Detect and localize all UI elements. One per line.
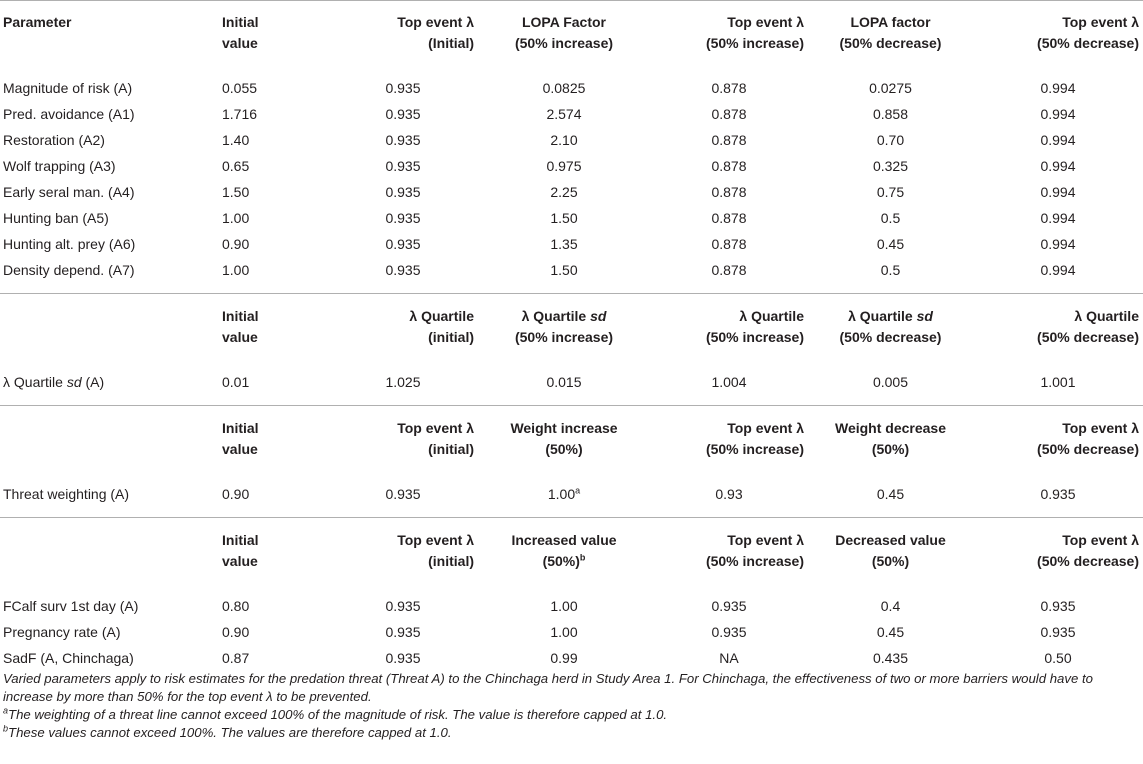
header-line-2: value [222, 553, 258, 569]
header-line-2: (50% decrease) [1037, 329, 1139, 345]
table-cell [218, 619, 328, 645]
table-cell [808, 205, 973, 231]
table-cell [650, 619, 808, 645]
cell-value: 0.994 [1040, 236, 1076, 252]
table-cell [328, 257, 478, 294]
table-cell [808, 619, 973, 645]
row-label-text: Threat weighting (A) [3, 486, 130, 502]
table-cell [973, 231, 1143, 257]
cell-value: 0.975 [546, 158, 582, 174]
table-row [0, 101, 1143, 127]
cell-value: 0.65 [222, 158, 250, 174]
header-line-1: λ Quartile sd [521, 308, 607, 324]
header-line-2: (50%) [545, 441, 583, 457]
table-cell [650, 359, 808, 406]
table-cell [478, 257, 650, 294]
column-header [328, 518, 478, 584]
cell-value: 1.35 [550, 236, 578, 252]
row-label-text: Restoration (A2) [3, 132, 105, 148]
cell-value: 0.935 [385, 184, 421, 200]
table-cell [650, 101, 808, 127]
header-line-2: (50%) [871, 441, 910, 457]
table-cell [650, 65, 808, 101]
header-line-1: Top event λ [1062, 420, 1139, 436]
header-line-2: (50% increase) [514, 35, 614, 51]
table-cell [973, 205, 1143, 231]
header-line-1: Weight increase [510, 420, 618, 436]
table-cell [650, 257, 808, 294]
header-line-2: (initial) [428, 553, 474, 569]
table-cell [973, 65, 1143, 101]
cell-value: 1.004 [711, 374, 747, 390]
cell-value: 1.50 [550, 262, 578, 278]
cell-value: 0.935 [385, 210, 421, 226]
cell-value: 2.10 [550, 132, 578, 148]
table-cell [218, 583, 328, 619]
table-cell [478, 65, 650, 101]
header-line-1: Initial [222, 14, 259, 30]
header-row [0, 518, 1143, 584]
table-cell [650, 471, 808, 518]
header-superscript: b [579, 552, 586, 563]
header-line-2: (50%) [542, 553, 580, 569]
cell-value: 1.716 [222, 106, 258, 122]
cell-value: 0.935 [385, 486, 421, 502]
table-cell [328, 231, 478, 257]
cell-value: 0.994 [1040, 80, 1076, 96]
table-cell [650, 205, 808, 231]
header-line-1: Top event λ [1062, 14, 1139, 30]
table-cell [218, 179, 328, 205]
header-line-1: Initial [222, 420, 259, 436]
column-header [478, 1, 650, 66]
header-line-1: Top event λ [397, 532, 474, 548]
cell-value: 0.935 [385, 236, 421, 252]
cell-value: 1.00 [550, 624, 578, 640]
row-label [0, 257, 218, 294]
table-cell [973, 179, 1143, 205]
column-header [218, 518, 328, 584]
column-header [0, 518, 218, 584]
cell-value: 1.50 [222, 184, 250, 200]
table-cell [218, 153, 328, 179]
row-label-text: Wolf trapping (A3) [3, 158, 116, 174]
row-label [0, 127, 218, 153]
cell-value: 0.50 [1044, 650, 1072, 666]
footnote-b-text: These values cannot exceed 100%. The values are therefore capped at 1.0. [8, 725, 452, 740]
table-cell [328, 619, 478, 645]
row-label [0, 583, 218, 619]
column-header [973, 406, 1143, 472]
cell-value: 0.878 [711, 106, 747, 122]
row-label [0, 205, 218, 231]
header-line-1: Top event λ [397, 420, 474, 436]
header-line-2: (50% increase) [705, 441, 804, 457]
cell-value: 1.00 [222, 210, 250, 226]
column-header [0, 406, 218, 472]
table-cell [478, 153, 650, 179]
table-row [0, 205, 1143, 231]
table-cell [478, 471, 650, 518]
table-cell [650, 153, 808, 179]
cell-value: 0.75 [876, 184, 905, 200]
column-header [973, 294, 1143, 360]
header-line-2: (50% decrease) [839, 329, 942, 345]
column-header [973, 518, 1143, 584]
table-row [0, 153, 1143, 179]
row-label [0, 65, 218, 101]
footnote-a-text: The weighting of a threat line cannot exceed 100% of the magnitude of risk. The value is therefore capped at 1.0. [8, 707, 668, 722]
cell-value: 0.005 [872, 374, 909, 390]
cell-value: 0.90 [222, 236, 250, 252]
header-line-1: λ Quartile sd [848, 308, 933, 324]
cell-value: 0.935 [385, 132, 421, 148]
table-cell [478, 205, 650, 231]
cell-superscript: a [575, 485, 581, 496]
cell-value: 0.01 [222, 374, 250, 390]
header-line-1: LOPA factor [850, 14, 931, 30]
table-row [0, 231, 1143, 257]
column-header [808, 518, 973, 584]
cell-value: 0.055 [222, 80, 258, 96]
table-cell [973, 619, 1143, 645]
table-row [0, 471, 1143, 518]
header-line-2: (50%) [871, 553, 910, 569]
cell-value: 0.93 [715, 486, 743, 502]
column-header [808, 294, 973, 360]
row-label-text: SadF (A, Chinchaga) [3, 650, 134, 666]
header-line-2: (50% increase) [514, 329, 614, 345]
cell-value: 0.994 [1040, 262, 1076, 278]
header-line-1: Parameter [3, 14, 72, 30]
table-cell [808, 127, 973, 153]
header-line-1: LOPA Factor [521, 14, 606, 30]
cell-value: 0.878 [711, 184, 747, 200]
cell-value: 0.935 [385, 262, 421, 278]
header-line-1: λ Quartile [1074, 308, 1139, 324]
cell-value: 1.00 [222, 262, 250, 278]
table-row [0, 619, 1143, 645]
header-line-1: λ Quartile [409, 308, 474, 324]
table-cell [328, 101, 478, 127]
table-cell [808, 471, 973, 518]
footnote-a-marker: a [3, 705, 9, 716]
table-cell [218, 205, 328, 231]
cell-value: 0.935 [385, 598, 421, 614]
row-label-text: Hunting ban (A5) [3, 210, 109, 226]
cell-value: 0.4 [880, 598, 901, 614]
header-row [0, 406, 1143, 472]
header-line-2: value [222, 441, 258, 457]
cell-value: 0.935 [385, 624, 421, 640]
table-cell [218, 65, 328, 101]
row-label [0, 153, 218, 179]
cell-value: 0.878 [711, 158, 747, 174]
column-header [478, 518, 650, 584]
column-header [650, 1, 808, 66]
cell-value: 0.435 [872, 650, 909, 666]
table-cell [328, 179, 478, 205]
row-label-text: λ Quartile sd (A) [3, 374, 105, 390]
row-label-text: Pred. avoidance (A1) [3, 106, 135, 122]
table-cell [328, 153, 478, 179]
header-line-1: Top event λ [727, 532, 804, 548]
header-line-2: (50% decrease) [1037, 441, 1139, 457]
header-line-2: (50% increase) [705, 553, 804, 569]
cell-value: 0.0825 [542, 80, 586, 96]
cell-value: 0.935 [385, 650, 421, 666]
column-header [650, 518, 808, 584]
row-label [0, 471, 218, 518]
header-line-1: λ Quartile [739, 308, 804, 324]
table-cell [478, 583, 650, 619]
header-line-1: Top event λ [727, 420, 804, 436]
table-cell [973, 359, 1143, 406]
table-cell [973, 257, 1143, 294]
row-label-text: Hunting alt. prey (A6) [3, 236, 136, 252]
table-cell [808, 153, 973, 179]
row-label-text: FCalf surv 1st day (A) [3, 598, 139, 614]
cell-value: 0.99 [550, 650, 578, 666]
table-cell [808, 359, 973, 406]
header-row [0, 1, 1143, 66]
cell-value: 0.90 [222, 624, 250, 640]
cell-value: 0.878 [711, 236, 747, 252]
header-line-2: value [222, 329, 258, 345]
cell-value: 0.878 [711, 262, 747, 278]
table-cell [650, 583, 808, 619]
footnote-b [3, 724, 1138, 742]
cell-value: 2.574 [546, 106, 582, 122]
header-line-1: Top event λ [727, 14, 804, 30]
row-label-text: Magnitude of risk (A) [3, 80, 133, 96]
cell-value: 0.45 [876, 486, 905, 502]
cell-value: 0.935 [385, 80, 421, 96]
column-header [808, 406, 973, 472]
table-cell [478, 101, 650, 127]
footnote-main: Varied parameters apply to risk estimates for the predation threat (Threat A) to the Chinchaga herd in Study Area 1. For Chinchaga, the effectiveness of two or more barriers would have to increase by more than 50% for the top event λ to be prevented. [3, 671, 1093, 704]
table-cell [478, 231, 650, 257]
row-label [0, 359, 218, 406]
table-cell [808, 65, 973, 101]
row-label [0, 101, 218, 127]
table-cell [328, 583, 478, 619]
cell-value: 0.994 [1040, 184, 1076, 200]
row-label [0, 231, 218, 257]
table-cell [973, 127, 1143, 153]
table-row [0, 257, 1143, 294]
cell-value: 0.87 [222, 650, 250, 666]
cell-value: 1.50 [550, 210, 578, 226]
column-header [808, 1, 973, 66]
table-row [0, 583, 1143, 619]
cell-value: 0.994 [1040, 106, 1076, 122]
cell-value: 0.80 [222, 598, 250, 614]
cell-value: 0.0275 [869, 80, 912, 96]
table-row [0, 179, 1143, 205]
cell-value: 1.40 [222, 132, 250, 148]
table-cell [973, 101, 1143, 127]
table-cell [808, 101, 973, 127]
column-header [328, 294, 478, 360]
header-line-2: (50% increase) [705, 35, 804, 51]
column-header [218, 1, 328, 66]
table-cell [808, 583, 973, 619]
table-cell [973, 471, 1143, 518]
header-line-2: (50% decrease) [1037, 553, 1139, 569]
cell-value: 0.878 [711, 132, 747, 148]
cell-value: 0.994 [1040, 158, 1076, 174]
header-line-1: Top event λ [1062, 532, 1139, 548]
table-cell [808, 231, 973, 257]
table-row [0, 65, 1143, 101]
header-line-1: Initial [222, 308, 259, 324]
cell-value: 0.858 [872, 106, 909, 122]
column-header [478, 406, 650, 472]
column-header [973, 1, 1143, 66]
cell-value: 0.935 [1040, 598, 1076, 614]
header-line-2: (50% decrease) [839, 35, 942, 51]
table-cell [973, 153, 1143, 179]
footnote-b-marker: b [3, 723, 9, 734]
cell-value: 0.935 [385, 158, 421, 174]
cell-value: 1.00 [550, 598, 578, 614]
table-cell [328, 205, 478, 231]
cell-value: 0.935 [1040, 486, 1076, 502]
table-footnotes [3, 670, 1138, 742]
column-header [0, 294, 218, 360]
cell-value: 0.994 [1040, 210, 1076, 226]
table-cell [478, 179, 650, 205]
header-line-2: (initial) [428, 329, 474, 345]
column-header [218, 406, 328, 472]
table-cell [650, 179, 808, 205]
row-label [0, 619, 218, 645]
table-cell [218, 359, 328, 406]
table-cell [478, 619, 650, 645]
header-row [0, 294, 1143, 360]
column-header [328, 406, 478, 472]
cell-value: 0.45 [876, 624, 905, 640]
row-label-text: Early seral man. (A4) [3, 184, 135, 200]
column-header [478, 294, 650, 360]
table-cell [328, 65, 478, 101]
table-cell [650, 231, 808, 257]
cell-value: 0.935 [711, 624, 747, 640]
cell-value: 0.5 [880, 262, 901, 278]
cell-value: 1.00 [547, 486, 576, 502]
table-row [0, 359, 1143, 406]
table-cell [218, 231, 328, 257]
column-header [0, 1, 218, 66]
cell-value: 0.935 [385, 106, 421, 122]
header-line-2: (50% increase) [705, 329, 804, 345]
table-cell [218, 101, 328, 127]
table-cell [218, 127, 328, 153]
cell-value: 0.90 [222, 486, 250, 502]
row-label-text: Pregnancy rate (A) [3, 624, 121, 640]
header-line-1: Weight decrease [834, 420, 946, 436]
table-cell [478, 359, 650, 406]
cell-value: 2.25 [550, 184, 578, 200]
column-header [328, 1, 478, 66]
cell-value: NA [719, 650, 739, 666]
header-line-2: value [222, 35, 258, 51]
row-label-text: Density depend. (A7) [3, 262, 135, 278]
column-header [218, 294, 328, 360]
table-cell [650, 127, 808, 153]
column-header [650, 406, 808, 472]
row-label [0, 179, 218, 205]
column-header [650, 294, 808, 360]
cell-value: 0.5 [880, 210, 901, 226]
cell-value: 0.70 [876, 132, 905, 148]
table-cell [218, 257, 328, 294]
table-cell [973, 583, 1143, 619]
header-line-1: Initial [222, 532, 259, 548]
cell-value: 0.935 [1040, 624, 1076, 640]
header-line-1: Increased value [511, 532, 617, 548]
cell-value: 0.878 [711, 210, 747, 226]
table-row [0, 127, 1143, 153]
table-cell [328, 127, 478, 153]
cell-value: 1.001 [1040, 374, 1076, 390]
cell-value: 0.935 [711, 598, 747, 614]
cell-value: 0.015 [546, 374, 582, 390]
header-line-1: Decreased value [835, 532, 946, 548]
cell-value: 0.325 [872, 158, 909, 174]
table-cell [808, 179, 973, 205]
header-line-2: (initial) [428, 441, 474, 457]
cell-value: 0.994 [1040, 132, 1076, 148]
table-cell [478, 127, 650, 153]
cell-value: 0.45 [876, 236, 905, 252]
table-cell [328, 359, 478, 406]
table-cell [328, 471, 478, 518]
header-line-2: (50% decrease) [1037, 35, 1139, 51]
table-cell [218, 471, 328, 518]
cell-value: 1.025 [385, 374, 421, 390]
header-line-2: (Initial) [428, 35, 474, 51]
cell-value: 0.878 [711, 80, 747, 96]
footnote-a [3, 706, 1138, 724]
table-cell [808, 257, 973, 294]
header-line-1: Top event λ [397, 14, 474, 30]
